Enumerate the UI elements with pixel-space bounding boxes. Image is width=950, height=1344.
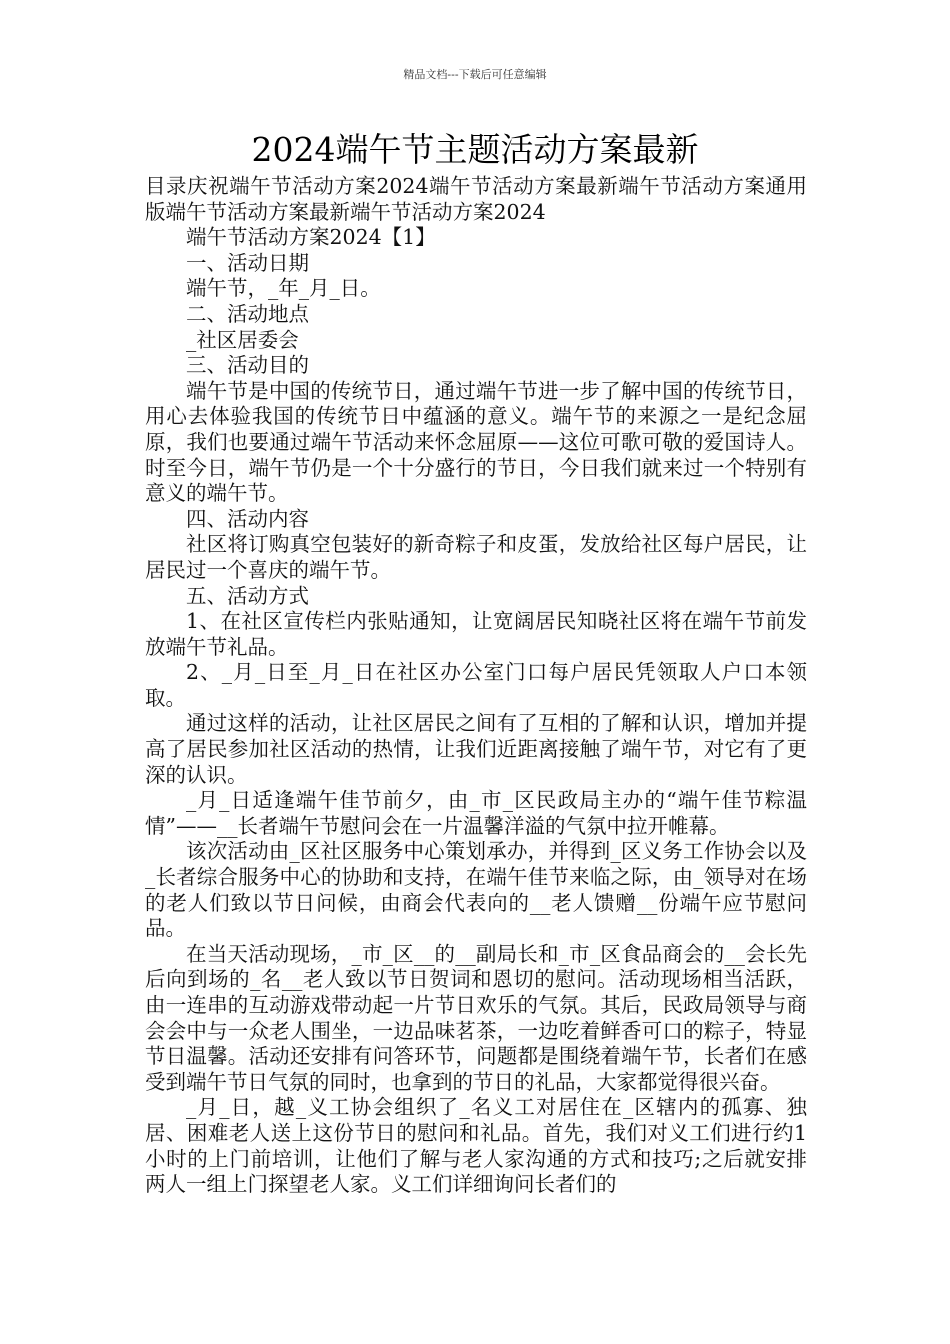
- paragraph: 端午节，_年_月_日。: [186, 276, 381, 301]
- paragraph: 一、活动日期: [186, 250, 309, 275]
- paragraph: 该次活动由_区社区服务中心策划承办，并得到_区义务工作协会以及_长者综合服务中心的协助和支持，在端午佳节来临之际，由_领导对在场的老人们致以节日问候，由商会代表向的__老人馈赠__份端午应节慰问品。: [145, 839, 807, 941]
- paragraph: _月_日适逢端午佳节前夕，由_市_区民政局主办的“端午佳节粽温情”——__长者端午节慰问会在一片温馨洋溢的气氛中拉开帷幕。: [145, 788, 807, 838]
- document-body: [145, 174, 807, 1198]
- paragraph: 四、活动内容: [186, 506, 309, 531]
- paragraph: 在当天活动现场，_市_区__的__副局长和_市_区食品商会的__会长先后向到场的_名__老人致以节日贺词和恩切的慰问。活动现场相当活跃，由一连串的互动游戏带动起一片节日欢乐的气氛。其后，民政局领导与商会会中与一众老人围坐，一边品味茗茶，一边吃着鲜香可口的粽子，特显节日温馨。活动还安排有问答环节，问题都是围绕着端午节，长者们在感受到端午节日气氛的同时，也拿到的节日的礼品，大家都觉得很兴奋。: [145, 941, 807, 1094]
- paragraph: 二、活动地点: [186, 301, 309, 326]
- paragraph: 2、_月_日至_月_日在社区办公室门口每户居民凭领取人户口本领取。: [145, 660, 807, 710]
- paragraph: _月_日，越_义工协会组织了_名义工对居住在_区辖内的孤寡、独居、困难老人送上这份节日的慰问和礼品。首先，我们对义工们进行约1小时的上门前培训，让他们了解与老人家沟通的方式和技巧;之后就安排两人一组上门探望老人家。义工们详细询问长者们的: [145, 1095, 807, 1197]
- paragraph: 端午节活动方案2024【1】: [186, 225, 436, 250]
- header-note: 精品文档---下载后可任意编辑: [403, 68, 547, 81]
- paragraph: 端午节是中国的传统节日，通过端午节进一步了解中国的传统节日，用心去体验我国的传统节日中蕴涵的意义。端午节的来源之一是纪念屈原，我们也要通过端午节活动来怀念屈原——这位可歌可敬的爱国诗人。时至今日，端午节仍是一个十分盛行的节日，今日我们就来过一个特别有意义的端午节。: [145, 378, 807, 506]
- paragraph: 1、在社区宣传栏内张贴通知，让宽阔居民知晓社区将在端午节前发放端午节礼品。: [145, 609, 807, 659]
- paragraph: 通过这样的活动，让社区居民之间有了互相的了解和认识，增加并提高了居民参加社区活动的热情，让我们近距离接触了端午节，对它有了更深的认识。: [145, 711, 807, 787]
- paragraph: 五、活动方式: [186, 583, 309, 608]
- page-title: 2024端午节主题活动方案最新: [251, 130, 699, 169]
- paragraph: 社区将订购真空包装好的新奇粽子和皮蛋，发放给社区每户居民，让居民过一个喜庆的端午节。: [145, 532, 807, 582]
- paragraph: 目录庆祝端午节活动方案2024端午节活动方案最新端午节活动方案通用版端午节活动方案最新端午节活动方案2024: [145, 174, 807, 224]
- paragraph: _社区居委会: [186, 327, 299, 352]
- paragraph: 三、活动目的: [186, 353, 309, 378]
